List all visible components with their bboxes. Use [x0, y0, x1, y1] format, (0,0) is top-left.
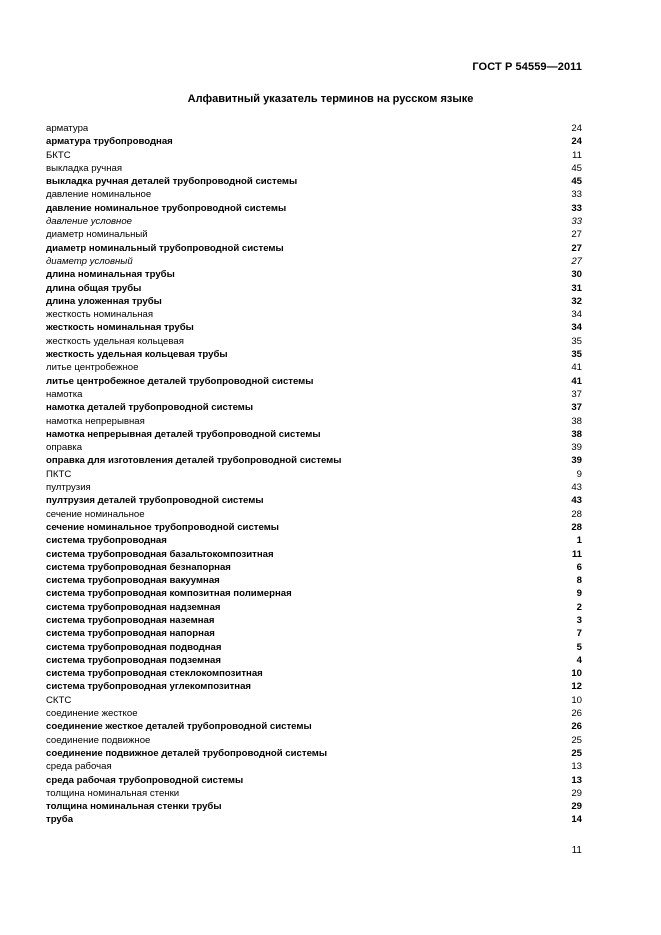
index-term: диаметр номинальный: [46, 229, 148, 241]
index-term: система трубопроводная безнапорная: [46, 561, 231, 573]
index-entry: [46, 215, 582, 228]
index-term: соединение подвижное: [46, 734, 151, 746]
index-page-ref: 9: [576, 468, 582, 480]
index-page-ref: 38: [571, 415, 582, 427]
index-term: длина номинальная трубы: [46, 269, 175, 281]
index-entry: [46, 654, 582, 667]
index-entry: [46, 242, 582, 255]
index-term: намотка деталей трубопроводной системы: [46, 402, 254, 414]
index-entry: [46, 295, 582, 308]
index-entry: [46, 282, 582, 295]
index-page-ref: 43: [571, 482, 582, 494]
index-page-ref: 33: [571, 202, 582, 214]
index-page-ref: 13: [571, 774, 582, 786]
index-entry: [46, 641, 582, 654]
index-term: соединение подвижное деталей трубопроводной системы: [46, 747, 328, 759]
index-page-ref: 27: [571, 242, 582, 254]
index-page-ref: 13: [571, 761, 582, 773]
term-index-list: [46, 122, 582, 827]
index-entry: [46, 734, 582, 747]
index-entry: [46, 720, 582, 733]
index-term: давление условное: [46, 216, 132, 228]
index-term: давление номинальное трубопроводной системы: [46, 202, 287, 214]
index-term: жесткость удельная кольцевая: [46, 335, 184, 347]
index-entry: [46, 813, 582, 826]
index-page-ref: 41: [571, 362, 582, 374]
index-page-ref: 4: [576, 654, 582, 666]
index-entry: [46, 228, 582, 241]
index-page-ref: 43: [571, 495, 582, 507]
index-page-ref: 6: [576, 561, 582, 573]
page-number: 11: [571, 845, 582, 856]
index-term: намотка: [46, 388, 83, 400]
index-term: сечение номинальное трубопроводной системы: [46, 521, 279, 533]
index-term: труба: [46, 814, 74, 826]
index-page-ref: 34: [571, 322, 582, 334]
page-title: Алфавитный указатель терминов на русском языке: [187, 93, 474, 105]
index-term: пултрузия: [46, 482, 91, 494]
index-entry: [46, 747, 582, 760]
index-term: система трубопроводная стеклокомпозитная: [46, 668, 263, 680]
index-term: арматура трубопроводная: [46, 136, 173, 148]
index-page-ref: 29: [571, 801, 582, 813]
index-term: жесткость удельная кольцевая трубы: [46, 349, 228, 361]
index-page-ref: 10: [571, 668, 582, 680]
index-page-ref: 39: [571, 442, 582, 454]
index-page-ref: 34: [571, 309, 582, 321]
index-entry: [46, 348, 582, 361]
index-entry: [46, 388, 582, 401]
index-entry: [46, 415, 582, 428]
index-entry: [46, 707, 582, 720]
index-page-ref: 12: [571, 681, 582, 693]
index-page-ref: 35: [571, 349, 582, 361]
index-term: толщина номинальная стенки: [46, 787, 180, 799]
index-page-ref: 24: [571, 123, 582, 134]
index-term: длина уложенная трубы: [46, 295, 162, 307]
index-entry: [46, 122, 582, 135]
index-entry: [46, 534, 582, 547]
index-term: система трубопроводная углекомпозитная: [46, 681, 252, 693]
index-page-ref: 7: [576, 628, 582, 640]
index-term: литье центробежное деталей трубопроводной системы: [46, 375, 314, 387]
index-page-ref: 11: [572, 149, 582, 161]
index-page-ref: 10: [571, 694, 582, 706]
index-term: литье центробежное: [46, 362, 139, 374]
index-entry: [46, 614, 582, 627]
index-page-ref: 39: [571, 455, 582, 467]
index-entry: [46, 175, 582, 188]
standard-designation: ГОСТ Р 54559—2011: [472, 61, 582, 73]
index-page-ref: 38: [571, 428, 582, 440]
index-entry: [46, 361, 582, 374]
index-entry: [46, 760, 582, 773]
index-term: ПКТС: [46, 468, 72, 480]
index-page-ref: 24: [571, 136, 582, 148]
index-entry: [46, 149, 582, 162]
index-page-ref: 25: [571, 734, 582, 746]
index-page-ref: 45: [571, 176, 582, 188]
index-term: давление номинальное: [46, 189, 152, 201]
index-term: система трубопроводная вакуумная: [46, 575, 220, 587]
index-page-ref: 14: [571, 814, 582, 826]
index-entry: [46, 481, 582, 494]
index-entry: [46, 561, 582, 574]
index-term: система трубопроводная наземная: [46, 614, 215, 626]
index-term: диаметр номинальный трубопроводной системы: [46, 242, 284, 254]
index-entry: [46, 774, 582, 787]
index-term: жесткость номинальная: [46, 309, 154, 321]
index-term: система трубопроводная базальтокомпозитная: [46, 548, 274, 560]
index-page-ref: 37: [571, 402, 582, 414]
index-entry: [46, 468, 582, 481]
index-entry: [46, 308, 582, 321]
index-term: система трубопроводная напорная: [46, 628, 215, 640]
index-term: СКТС: [46, 694, 72, 706]
index-entry: [46, 667, 582, 680]
index-entry: [46, 800, 582, 813]
index-entry: [46, 188, 582, 201]
index-term: намотка непрерывная деталей трубопроводной системы: [46, 428, 321, 440]
index-entry: [46, 587, 582, 600]
index-term: выкладка ручная: [46, 162, 123, 174]
index-entry: [46, 268, 582, 281]
index-page-ref: 37: [571, 388, 582, 400]
index-page-ref: 45: [571, 162, 582, 174]
index-term: среда рабочая трубопроводной системы: [46, 774, 244, 786]
index-entry: [46, 255, 582, 268]
index-entry: [46, 787, 582, 800]
index-entry: [46, 627, 582, 640]
index-term: система трубопроводная подземная: [46, 654, 221, 666]
index-page-ref: 33: [571, 189, 582, 201]
index-page-ref: 28: [571, 521, 582, 533]
index-entry: [46, 521, 582, 534]
index-entry: [46, 508, 582, 521]
index-page-ref: 35: [571, 335, 582, 347]
index-term: выкладка ручная деталей трубопроводной системы: [46, 176, 298, 188]
index-term: толщина номинальная стенки трубы: [46, 801, 222, 813]
index-page-ref: 3: [576, 614, 582, 626]
index-page-ref: 33: [571, 216, 582, 228]
index-page-ref: 26: [571, 708, 582, 720]
index-term: система трубопроводная подводная: [46, 641, 222, 653]
index-entry: [46, 454, 582, 467]
index-page-ref: 27: [571, 255, 582, 267]
index-entry: [46, 441, 582, 454]
index-page-ref: 5: [576, 641, 582, 653]
index-term: БКТС: [46, 149, 71, 161]
index-entry: [46, 162, 582, 175]
index-page-ref: 1: [576, 535, 582, 547]
index-term: среда рабочая: [46, 761, 112, 773]
index-term: сечение номинальное: [46, 508, 145, 520]
index-entry: [46, 321, 582, 334]
index-page-ref: 27: [571, 229, 582, 241]
index-entry: [46, 548, 582, 561]
index-term: оправка для изготовления деталей трубопроводной системы: [46, 455, 342, 467]
index-page-ref: 8: [576, 575, 582, 587]
index-entry: [46, 494, 582, 507]
index-term: соединение жесткое: [46, 708, 138, 720]
index-entry: [46, 401, 582, 414]
index-term: жесткость номинальная трубы: [46, 322, 194, 334]
index-page-ref: 25: [571, 747, 582, 759]
index-entry: [46, 601, 582, 614]
index-entry: [46, 574, 582, 587]
index-term: диаметр условный: [46, 255, 133, 267]
index-page-ref: 11: [571, 548, 582, 560]
index-entry: [46, 428, 582, 441]
index-entry: [46, 694, 582, 707]
index-entry: [46, 135, 582, 148]
index-entry: [46, 680, 582, 693]
index-page-ref: 26: [571, 721, 582, 733]
index-term: оправка: [46, 442, 83, 454]
index-term: система трубопроводная композитная полимерная: [46, 588, 292, 600]
index-term: соединение жесткое деталей трубопроводной системы: [46, 721, 312, 733]
index-term: намотка непрерывная: [46, 415, 145, 427]
index-term: арматура: [46, 123, 89, 134]
index-term: система трубопроводная надземная: [46, 601, 221, 613]
index-page-ref: 28: [571, 508, 582, 520]
index-page-ref: 30: [571, 269, 582, 281]
index-term: пултрузия деталей трубопроводной системы: [46, 495, 264, 507]
index-entry: [46, 335, 582, 348]
index-entry: [46, 202, 582, 215]
index-page-ref: 41: [571, 375, 582, 387]
index-term: система трубопроводная: [46, 535, 167, 547]
index-page-ref: 2: [576, 601, 582, 613]
index-term: длина общая трубы: [46, 282, 142, 294]
index-entry: [46, 375, 582, 388]
index-page-ref: 32: [571, 295, 582, 307]
index-page-ref: 9: [576, 588, 582, 600]
index-page-ref: 29: [571, 787, 582, 799]
index-page-ref: 31: [571, 282, 582, 294]
